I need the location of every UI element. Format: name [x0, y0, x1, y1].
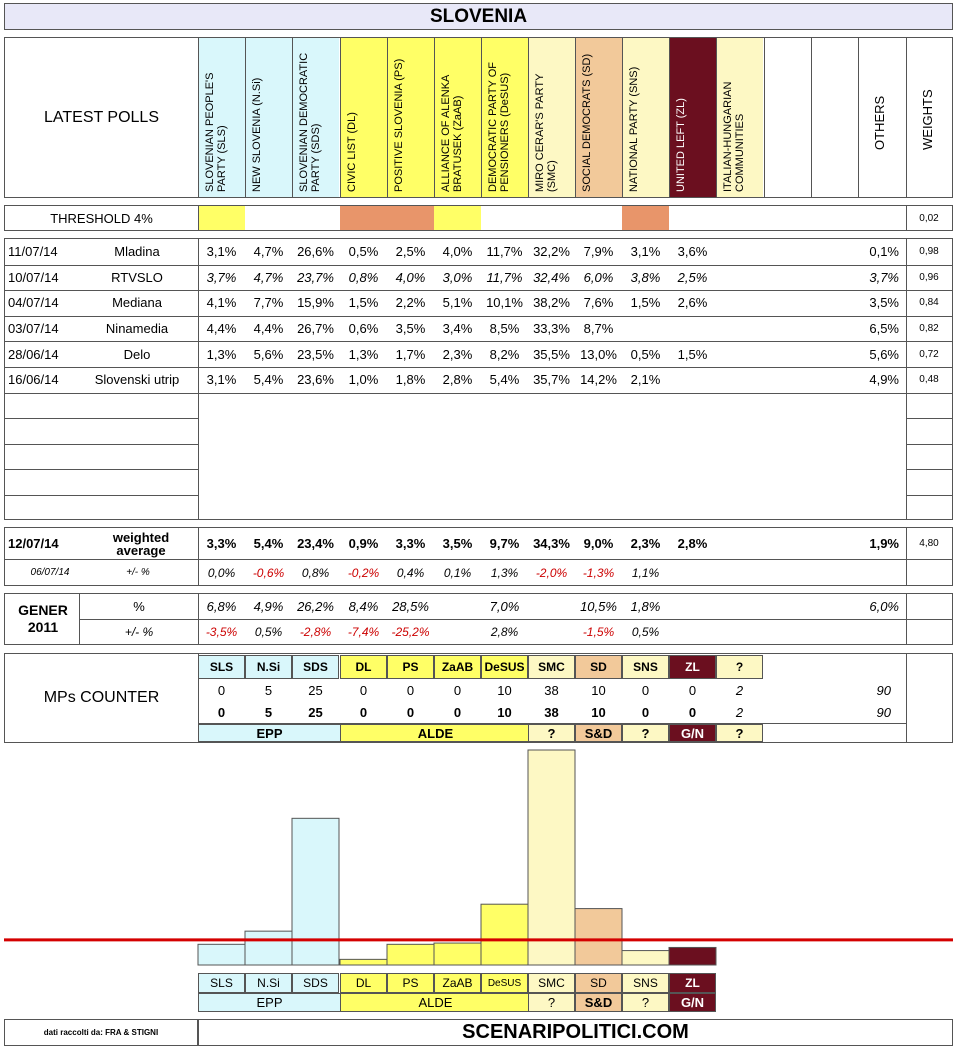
- mps-seats-final: 0: [641, 704, 650, 720]
- mps-party-abbr: SDS: [292, 655, 339, 679]
- poll-value: 14,2%: [580, 372, 617, 388]
- gener-diff: -3,5%: [205, 625, 238, 639]
- mps-total: 90: [876, 682, 891, 698]
- weighted-weight: 4,80: [919, 538, 939, 549]
- weighted-diff: -1,3%: [582, 565, 615, 580]
- polls-row-line: [5, 393, 198, 394]
- poll-value: 1,5%: [677, 346, 708, 362]
- threshold-divider: [198, 206, 199, 230]
- party-name: SLOVENIAN DEMOCRATIC PARTY (SDS): [298, 52, 322, 192]
- poll-value: [669, 367, 716, 393]
- gener-value: 26,2%: [297, 599, 334, 614]
- poll-value: 7,6%: [583, 295, 614, 311]
- chart-category-label: SNS: [622, 973, 669, 993]
- bar-ZaAB: [434, 943, 481, 965]
- chart-category-label: DL: [340, 973, 387, 993]
- poll-value: 4,7%: [253, 269, 284, 285]
- poll-source: Mladina: [114, 244, 160, 260]
- header-weights-col: [906, 38, 907, 197]
- group-label: S&D: [575, 724, 622, 742]
- page-title: SLOVENIA: [429, 5, 528, 27]
- poll-value: 1,5%: [348, 295, 379, 311]
- poll-value: [716, 316, 763, 342]
- poll-value: 0,5%: [348, 244, 379, 260]
- weights-header: WEIGHTS: [920, 89, 935, 150]
- weighted-diff: 0,4%: [396, 565, 425, 580]
- bar-PS: [387, 944, 434, 965]
- gener-value: 1,8%: [630, 599, 661, 614]
- mps-party-abbr: SD: [575, 655, 622, 679]
- weighted-value: 23,4%: [297, 536, 334, 551]
- threshold-cell: [481, 206, 528, 230]
- poll-others: 3,5%: [869, 295, 899, 311]
- weighted-diff: 0,0%: [207, 565, 236, 580]
- gener-diff: -2,8%: [299, 625, 332, 639]
- poll-value: 3,7%: [206, 269, 237, 285]
- poll-value: 3,1%: [206, 372, 237, 388]
- weighted-diff: -0,2%: [347, 565, 380, 580]
- weighted-diff: 1,3%: [490, 565, 519, 580]
- mps-seats: 10: [591, 682, 606, 698]
- mps-party-abbr: ZL: [669, 655, 716, 679]
- party-name: CIVIC LIST (DL): [346, 112, 358, 192]
- party-name: NATIONAL PARTY (SNS): [628, 66, 640, 192]
- mps-seats-final: 0: [359, 704, 368, 720]
- poll-value: 11,7%: [486, 244, 523, 260]
- prev-date: 06/07/14: [30, 567, 70, 578]
- bar-SNS: [622, 951, 669, 965]
- poll-value: 33,3%: [533, 321, 570, 337]
- poll-value: 4,4%: [253, 321, 284, 337]
- poll-value: 23,5%: [297, 346, 334, 362]
- poll-others: 6,5%: [869, 321, 899, 337]
- chart-category-label: ZL: [669, 973, 716, 993]
- gener-value: 10,5%: [580, 599, 617, 614]
- footer-site: SCENARIPOLITICI.COM: [462, 1021, 689, 1043]
- poll-value: 5,4%: [253, 372, 284, 388]
- bar-DL: [340, 959, 387, 965]
- chart-category-label: N.Si: [245, 973, 292, 993]
- weighted-value: 0,9%: [348, 536, 379, 551]
- poll-value: 32,4%: [533, 269, 570, 285]
- chart-category-label: SMC: [528, 973, 575, 993]
- weighted-diff: 0,1%: [443, 565, 472, 580]
- mps-party-abbr: DL: [340, 655, 387, 679]
- group-label: ?: [716, 724, 763, 742]
- poll-value: 6,0%: [583, 269, 614, 285]
- mps-seats: 0: [641, 682, 650, 698]
- polls-row-line: [5, 444, 198, 445]
- poll-source: RTVSLO: [111, 269, 163, 285]
- mps-seats-final: 0: [217, 704, 226, 720]
- weighted-value: 3,5%: [442, 536, 473, 551]
- poll-others: 4,9%: [869, 372, 899, 388]
- poll-source: Slovenski utrip: [94, 372, 180, 388]
- poll-date: 11/07/14: [8, 244, 58, 260]
- poll-source: Delo: [123, 346, 151, 362]
- poll-value: 15,9%: [297, 295, 334, 311]
- poll-source: Ninamedia: [105, 321, 169, 337]
- weighted-value: 5,4%: [253, 536, 284, 551]
- party-name: MIRO CERAR'S PARTY (SMC): [534, 73, 558, 192]
- poll-value: [716, 290, 763, 316]
- weighted-diff: -0,6%: [252, 565, 285, 580]
- poll-value: 3,1%: [630, 244, 661, 260]
- poll-value: 3,5%: [395, 321, 426, 337]
- weighted-diff: 0,8%: [301, 565, 330, 580]
- poll-value: 10,1%: [486, 295, 523, 311]
- gener-label: GENER 2011: [18, 602, 68, 635]
- gener-diff: [434, 620, 481, 644]
- poll-value: 8,2%: [489, 346, 520, 362]
- poll-value: [669, 316, 716, 342]
- footer-credit: dati raccolti da: FRA & STIGNI: [43, 1028, 159, 1037]
- mps-divider: [906, 654, 907, 742]
- weighted-diff: -2,0%: [535, 565, 568, 580]
- chart-group-label: ALDE: [340, 993, 531, 1012]
- poll-weight: 0,98: [919, 246, 939, 258]
- weighted-value: [716, 528, 763, 559]
- bar-SDS: [292, 818, 339, 965]
- weighted-label: weighted average: [112, 529, 170, 558]
- mps-seats: 10: [497, 682, 512, 698]
- chart-category-label: ZaAB: [434, 973, 481, 993]
- mps-seats: 2: [735, 682, 744, 698]
- gener-pct-label: %: [133, 599, 145, 614]
- mps-seats: 5: [264, 682, 273, 698]
- polls-row-line: [5, 418, 198, 419]
- poll-value: [716, 367, 763, 393]
- poll-weight: 0,84: [919, 297, 939, 309]
- poll-value: 23,6%: [297, 372, 334, 388]
- poll-value: 1,3%: [206, 346, 237, 362]
- diff-label: +/- %: [126, 567, 150, 578]
- threshold-cell: [340, 206, 387, 230]
- poll-value: 3,8%: [630, 269, 661, 285]
- mps-party-abbr: ZaAB: [434, 655, 481, 679]
- mps-counter-label: MPs COUNTER: [43, 689, 160, 706]
- group-label: ALDE: [340, 724, 531, 742]
- bar-chart: [0, 745, 957, 970]
- chart-group-label: G/N: [669, 993, 716, 1012]
- poll-value: 0,5%: [630, 346, 661, 362]
- mps-party-abbr: ?: [716, 655, 763, 679]
- gener-value: [669, 594, 716, 619]
- poll-value: 8,5%: [489, 321, 520, 337]
- gener-diff: [716, 620, 763, 644]
- mps-seats: 25: [308, 682, 323, 698]
- mps-seats: 0: [688, 682, 697, 698]
- weighted-value: 3,3%: [395, 536, 426, 551]
- polls-row-line: [906, 444, 952, 445]
- poll-value: 38,2%: [533, 295, 570, 311]
- mps-party-abbr: SLS: [198, 655, 245, 679]
- weighted-value: 9,0%: [583, 536, 614, 551]
- bar-ZL: [669, 947, 716, 965]
- poll-value: [716, 239, 763, 265]
- poll-value: 3,0%: [442, 269, 473, 285]
- polls-row-line: [198, 393, 906, 394]
- poll-value: 4,0%: [442, 244, 473, 260]
- poll-value: 7,9%: [583, 244, 614, 260]
- mps-seats-final: 25: [308, 704, 323, 720]
- party-name: DEMOCRATIC PARTY OF PENSIONERS (DeSUS): [487, 62, 511, 192]
- gener-value: [434, 594, 481, 619]
- poll-value: 26,7%: [297, 321, 334, 337]
- bar-N.Si: [245, 931, 292, 965]
- poll-value: 11,7%: [486, 269, 523, 285]
- threshold-cell: [669, 206, 716, 230]
- others-header: OTHERS: [872, 95, 887, 150]
- weighted-diff: [716, 560, 763, 585]
- poll-value: 8,7%: [583, 321, 614, 337]
- footer-site-box: [198, 1019, 953, 1046]
- mps-seats-final: 0: [453, 704, 462, 720]
- mps-party-abbr: N.Si: [245, 655, 292, 679]
- mps-seats-final: 0: [406, 704, 415, 720]
- poll-value: [622, 316, 669, 342]
- poll-date: 04/07/14: [8, 295, 59, 311]
- poll-weight: 0,96: [919, 271, 939, 283]
- mps-seats-final: 38: [544, 704, 559, 720]
- poll-value: 1,8%: [395, 372, 426, 388]
- gener-value: [716, 594, 763, 619]
- weighted-value: 3,3%: [206, 536, 237, 551]
- poll-value: 1,7%: [395, 346, 426, 362]
- poll-value: [716, 341, 763, 367]
- poll-date: 16/06/14: [8, 372, 59, 388]
- poll-value: 2,3%: [442, 346, 473, 362]
- poll-value: 2,2%: [395, 295, 426, 311]
- poll-value: 4,4%: [206, 321, 237, 337]
- chart-category-label: PS: [387, 973, 434, 993]
- party-name: ITALIAN-HUNGARIAN COMMUNITIES: [722, 81, 746, 192]
- threshold-cell: [245, 206, 292, 230]
- poll-date: 28/06/14: [8, 346, 59, 362]
- poll-value: 2,1%: [630, 372, 661, 388]
- poll-value: 1,5%: [630, 295, 661, 311]
- group-label: ?: [622, 724, 669, 742]
- polls-row-line: [906, 393, 952, 394]
- chart-group-label: EPP: [198, 993, 341, 1012]
- mps-party-abbr: SNS: [622, 655, 669, 679]
- group-label: G/N: [669, 724, 716, 742]
- party-name: ALLIANCE OF ALENKA BRATUSEK (ZaAB): [440, 75, 464, 192]
- gener-value: [528, 594, 575, 619]
- party-name: NEW SLOVENIA (N.Si): [251, 77, 263, 192]
- mps-seats: 0: [217, 682, 226, 698]
- poll-value: 0,6%: [348, 321, 379, 337]
- weighted-diff: [669, 560, 716, 585]
- threshold-label: THRESHOLD 4%: [50, 210, 153, 226]
- poll-value: 5,1%: [442, 295, 473, 311]
- gener-value: 8,4%: [348, 599, 379, 614]
- poll-value: 4,7%: [253, 244, 284, 260]
- chart-category-label: SDS: [292, 973, 339, 993]
- threshold-cell: [716, 206, 763, 230]
- poll-value: 3,4%: [442, 321, 473, 337]
- footer-credit-box: [4, 1019, 198, 1046]
- poll-value: 26,6%: [297, 244, 334, 260]
- poll-value: 5,6%: [253, 346, 284, 362]
- mps-seats: 0: [453, 682, 462, 698]
- mps-seats-final: 10: [591, 704, 606, 720]
- threshold-cell: [292, 206, 339, 230]
- gener-value: 28,5%: [392, 599, 429, 614]
- gener-diff-label: +/- %: [124, 625, 154, 639]
- bar-SD: [575, 909, 622, 965]
- poll-source: Mediana: [112, 295, 162, 311]
- poll-value: 3,1%: [206, 244, 237, 260]
- poll-value: 2,5%: [395, 244, 426, 260]
- gener-value: 4,9%: [253, 599, 284, 614]
- weighted-diff: 1,1%: [631, 565, 660, 580]
- threshold-weight: 0,02: [919, 212, 939, 224]
- mps-total-final: 90: [876, 704, 891, 720]
- weighted-date: 12/07/14: [8, 536, 59, 551]
- mps-seats-final: 5: [264, 704, 273, 720]
- mps-party-abbr: PS: [387, 655, 434, 679]
- poll-value: 32,2%: [533, 244, 570, 260]
- group-label: ?: [528, 724, 575, 742]
- bar-SLS: [198, 944, 245, 965]
- gener-others: 6,0%: [869, 599, 899, 614]
- poll-value: 7,7%: [253, 295, 284, 311]
- poll-value: 35,7%: [533, 372, 570, 388]
- threshold-cell: [198, 206, 245, 230]
- group-label: EPP: [198, 724, 341, 742]
- party-name: SOCIAL DEMOCRATS (SD): [581, 53, 593, 192]
- poll-others: 3,7%: [869, 269, 899, 285]
- poll-value: 5,4%: [489, 372, 520, 388]
- chart-group-label: S&D: [575, 993, 622, 1012]
- poll-others: 0,1%: [869, 244, 899, 260]
- poll-others: 5,6%: [869, 346, 899, 362]
- weighted-value: 2,3%: [630, 536, 661, 551]
- chart-category-label: SD: [575, 973, 622, 993]
- poll-value: 4,0%: [395, 269, 426, 285]
- weighted-value: 9,7%: [489, 536, 520, 551]
- mps-seats-final: 10: [497, 704, 512, 720]
- polls-row-line: [906, 418, 952, 419]
- threshold-cell: [528, 206, 575, 230]
- gener-diff: [669, 620, 716, 644]
- threshold-cell: [622, 206, 669, 230]
- party-name: UNITED LEFT (ZL): [675, 98, 687, 192]
- poll-weight: 0,82: [919, 323, 939, 335]
- gener-diff: [528, 620, 575, 644]
- polls-row-line: [5, 469, 198, 470]
- header-empty-col: [764, 38, 765, 197]
- poll-weight: 0,72: [919, 348, 939, 360]
- title-bar: [4, 3, 953, 30]
- header-others-col: [858, 38, 859, 197]
- poll-weight: 0,48: [919, 374, 939, 386]
- bar-SMC: [528, 750, 575, 965]
- chart-group-label: ?: [622, 993, 669, 1012]
- threshold-cell: [434, 206, 481, 230]
- gener-value: 6,8%: [206, 599, 237, 614]
- gener-diff: -1,5%: [582, 625, 615, 639]
- mps-party-abbr: DeSUS: [481, 655, 528, 679]
- gener-diff: 2,8%: [490, 625, 519, 639]
- gener-diff: 0,5%: [631, 625, 660, 639]
- poll-value: 13,0%: [580, 346, 617, 362]
- poll-value: 1,3%: [348, 346, 379, 362]
- gener-value: 7,0%: [489, 599, 520, 614]
- mps-seats: 0: [406, 682, 415, 698]
- polls-row-line: [5, 495, 198, 496]
- chart-group-label: ?: [528, 993, 575, 1012]
- poll-value: 0,8%: [348, 269, 379, 285]
- header-empty-col: [811, 38, 812, 197]
- poll-value: 23,7%: [297, 269, 334, 285]
- poll-value: 2,6%: [677, 295, 708, 311]
- latest-polls-label: LATEST POLLS: [43, 108, 159, 126]
- poll-value: 3,6%: [677, 244, 708, 260]
- weighted-others: 1,9%: [869, 536, 899, 551]
- weighted-value: 34,3%: [533, 536, 570, 551]
- mps-party-abbr: SMC: [528, 655, 575, 679]
- chart-category-label: SLS: [198, 973, 245, 993]
- bar-DeSUS: [481, 904, 528, 965]
- polls-row-line: [906, 495, 952, 496]
- mps-seats-final: 0: [688, 704, 697, 720]
- polls-row-line: [906, 469, 952, 470]
- poll-value: 35,5%: [533, 346, 570, 362]
- threshold-cell: [575, 206, 622, 230]
- poll-value: 2,8%: [442, 372, 473, 388]
- mps-seats: 38: [544, 682, 559, 698]
- poll-date: 10/07/14: [8, 269, 59, 285]
- party-name: SLOVENIAN PEOPLE'S PARTY (SLS): [204, 72, 228, 192]
- weighted-value: 2,8%: [677, 536, 708, 551]
- gener-diff: -25,2%: [391, 625, 430, 639]
- poll-value: 4,1%: [206, 295, 237, 311]
- gener-diff: -7,4%: [347, 625, 380, 639]
- gener-diff: 0,5%: [254, 625, 283, 639]
- poll-value: [716, 265, 763, 291]
- party-name: POSITIVE SLOVENIA (PS): [393, 58, 405, 192]
- poll-value: 1,0%: [348, 372, 379, 388]
- chart-category-label: DeSUS: [481, 973, 528, 993]
- poll-value: 2,5%: [677, 269, 708, 285]
- mps-seats: 0: [359, 682, 368, 698]
- mps-seats-final: 2: [735, 704, 744, 720]
- threshold-cell: [387, 206, 434, 230]
- poll-date: 03/07/14: [8, 321, 59, 337]
